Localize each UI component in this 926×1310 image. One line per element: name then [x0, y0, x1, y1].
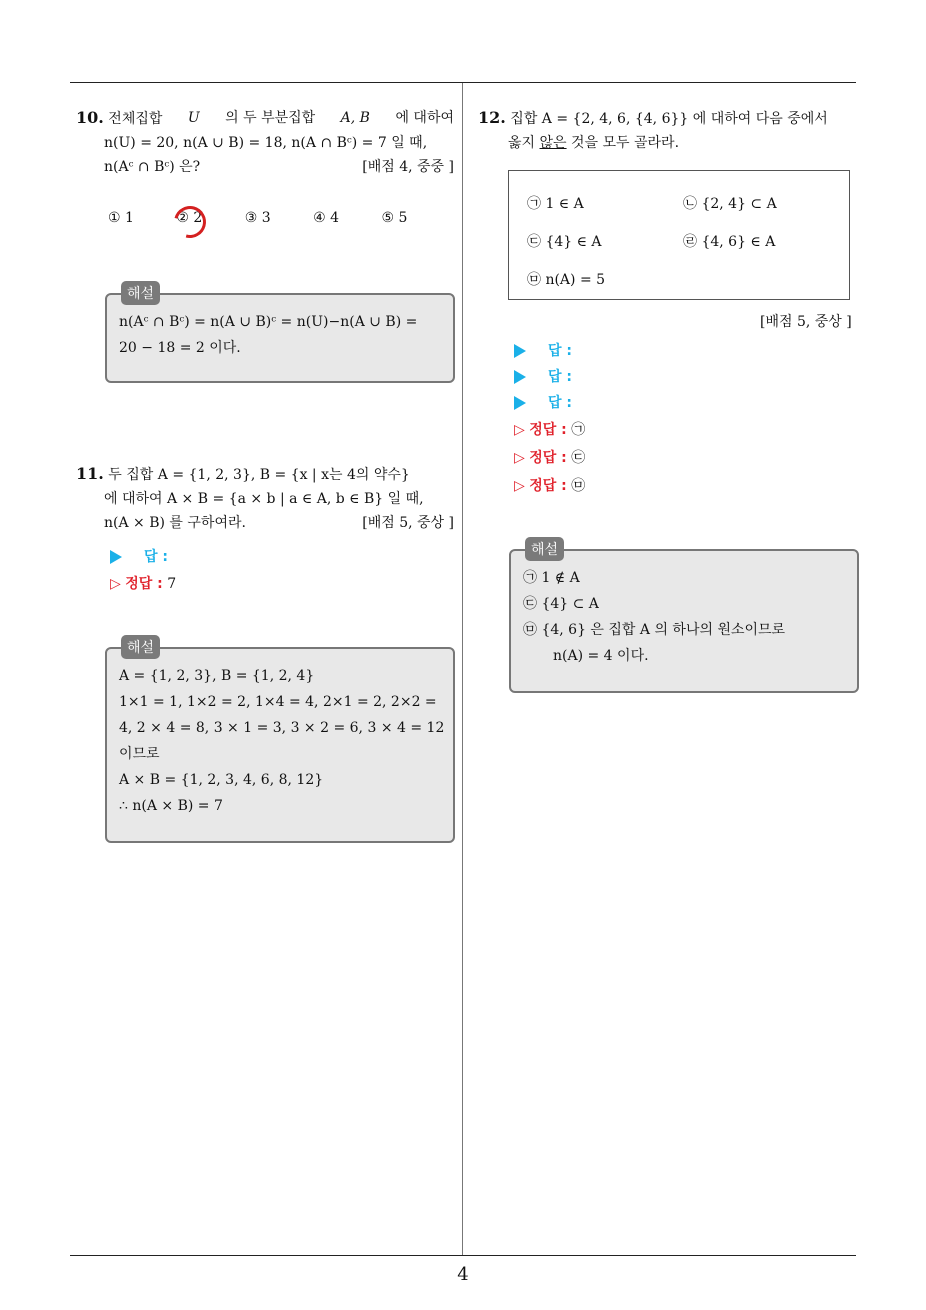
q12-correct-row-3 [514, 475, 585, 495]
q10-score: [배점 4, 중중 ] [362, 159, 454, 175]
q12-option-1: ㉠ 1 ∈ A [527, 196, 584, 212]
outline-triangle-icon: ▷ [110, 576, 121, 592]
q12-solution-line-1: ㉠ 1 ∉ A [523, 570, 580, 586]
q12-correct-value-3: ㉤ [571, 478, 586, 494]
q11-score: [배점 5, 중상 ] [362, 515, 454, 531]
q12-option-5: ㉤ n(A) = 5 [527, 272, 606, 288]
choice-2[interactable]: ② 2 [176, 210, 203, 226]
q12-correct-value-2: ㉢ [571, 450, 586, 466]
q12-solution-box [509, 542, 859, 693]
q12-option-4: ㉣ {4, 6} ∈ A [683, 234, 776, 250]
q10-solution-body [107, 295, 453, 371]
q11-answer-label: 답 : [144, 549, 168, 565]
choice-5[interactable]: ⑤ 5 [381, 210, 408, 226]
q12-answer-row-2 [514, 366, 572, 386]
q10-text-a: 전체집합 [108, 111, 163, 127]
q10-solution-line-2: 20 − 18 = 2 이다. [119, 340, 241, 356]
q12-options-box [508, 170, 850, 300]
q10-solution-box [105, 286, 455, 383]
choice-4[interactable]: ④ 4 [313, 210, 340, 226]
outline-triangle-icon: ▷ [514, 450, 525, 466]
q12-correct-value-1: ㉠ [571, 422, 586, 438]
q11-solution-box [105, 640, 455, 843]
q11-question: n(A × B) 를 구하여라. [104, 515, 246, 531]
q10-line1 [76, 106, 454, 131]
q12-solution-line-3: ㉤ {4, 6} 은 집합 A 의 하나의 원소이므로 [523, 622, 786, 638]
choice-3[interactable]: ③ 3 [244, 210, 271, 226]
q12-correct-label-3: 정답 : [529, 478, 567, 494]
q12-option-2: ㉡ {2, 4} ⊂ A [683, 196, 777, 212]
q10-line3 [76, 155, 454, 179]
outline-triangle-icon: ▷ [514, 478, 525, 494]
q12-solution-body [511, 551, 857, 679]
q12-underlined-text: 않은 [539, 135, 567, 151]
q11-solution-line-5: A × B = {1, 2, 3, 4, 6, 8, 12} [119, 772, 324, 788]
q11-number: 11. [76, 464, 104, 483]
q12-correct-row-2 [514, 447, 585, 467]
q11-solution-line-2: 1×1 = 1, 1×2 = 2, 1×4 = 4, 2×1 = 2, 2×2 = [119, 694, 437, 710]
q10-text-e: 에 대하여 [395, 110, 454, 126]
q11-solution-body [107, 649, 453, 829]
choice-1[interactable]: ① 1 [108, 210, 134, 226]
q12-solution-line-2: ㉢ {4} ⊂ A [523, 596, 599, 612]
q12-answer-label-2: 답 : [548, 369, 572, 385]
q10-number: 10. [76, 108, 104, 127]
q11-solution-line-4: 이므로 [119, 746, 160, 762]
q12-answer-row-1 [514, 340, 572, 360]
solution-tag: 해설 [121, 635, 160, 659]
q11-line3 [76, 511, 454, 535]
q12-text-2c: 것을 모두 골라라. [566, 135, 680, 151]
play-triangle-icon [514, 344, 526, 358]
q11-correct-row [110, 573, 176, 593]
q12-answer-label-3: 답 : [548, 395, 572, 411]
q12-correct-label-2: 정답 : [529, 450, 567, 466]
q11-text-1: 두 집합 A = {1, 2, 3}, B = {x | x는 4의 약수} [108, 467, 410, 483]
q11-answer-row [110, 546, 168, 566]
question-12 [478, 106, 858, 155]
play-triangle-icon [514, 370, 526, 384]
q12-score: [배점 5, 중상 ] [760, 314, 852, 330]
q11-solution-line-1: A = {1, 2, 3}, B = {1, 2, 4} [119, 668, 315, 684]
q11-solution-line-3: 4, 2 × 4 = 8, 3 × 1 = 3, 3 × 2 = 6, 3 × 4 = 12 [119, 720, 445, 736]
question-11 [76, 462, 454, 535]
q10-text-c: 의 두 부분집합 [225, 110, 316, 126]
bottom-rule [70, 1255, 856, 1256]
page-number: 4 [457, 1264, 469, 1285]
q12-answer-label-1: 답 : [548, 343, 572, 359]
q12-text-2a: 옳지 [508, 135, 540, 151]
q12-correct-row-1 [514, 419, 585, 439]
q12-answer-row-3 [514, 392, 572, 412]
play-triangle-icon [514, 396, 526, 410]
q11-correct-label: 정답 : [125, 576, 163, 592]
q10-line2: n(U) = 20, n(A ∪ B) = 18, n(A ∩ Bᶜ) = 7 일 때, [104, 135, 428, 151]
q11-correct-value: 7 [167, 576, 177, 592]
q10-choices [108, 210, 445, 226]
selected-circle-mark [168, 200, 212, 244]
q10-text-b: U [187, 110, 200, 126]
column-divider [462, 83, 463, 1255]
q12-text-1: 집합 A = {2, 4, 6, {4, 6}} 에 대하여 다음 중에서 [510, 111, 828, 127]
outline-triangle-icon: ▷ [514, 422, 525, 438]
solution-tag: 해설 [525, 537, 564, 561]
play-triangle-icon [110, 550, 122, 564]
q11-line1 [76, 462, 454, 487]
solution-tag: 해설 [121, 281, 160, 305]
q11-line2: 에 대하여 A × B = {a × b | a ∈ A, b ∈ B} 일 때, [104, 491, 424, 507]
q12-option-3: ㉢ {4} ∈ A [527, 234, 602, 250]
q10-text-d: A, B [340, 110, 370, 126]
q12-correct-label-1: 정답 : [529, 422, 567, 438]
top-rule [70, 82, 856, 83]
q12-line1 [478, 106, 858, 131]
q10-question: n(Aᶜ ∩ Bᶜ) 은? [104, 159, 201, 175]
question-10 [76, 106, 454, 179]
q11-solution-line-6: ∴ n(A × B) = 7 [119, 798, 223, 814]
q12-solution-line-4: n(A) = 4 이다. [553, 648, 649, 664]
q12-line2 [478, 131, 858, 155]
q12-number: 12. [478, 108, 506, 127]
q10-solution-line-1: n(Aᶜ ∩ Bᶜ) = n(A ∪ B)ᶜ = n(U)−n(A ∪ B) = [119, 314, 418, 330]
